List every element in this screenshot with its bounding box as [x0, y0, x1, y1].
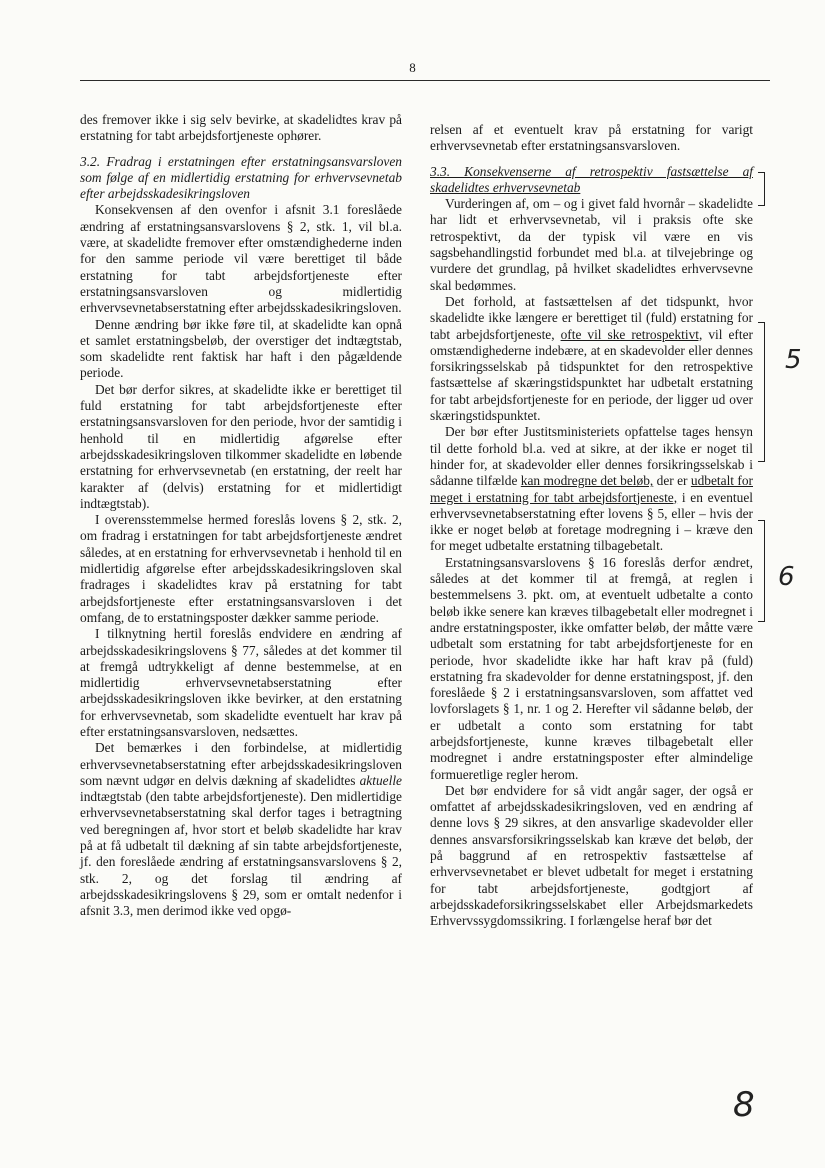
left-paragraph-2: Konsekvensen af den ovenfor i afsnit 3.1 foreslåede ændring af erstatningsansvarslovens § 2, stk. 1, vil bl.a. være, at skadelidte fremover efter omstændighederne inden for den samme periode vil være berettiget til både erstatning for tabt arbejdsfortjeneste efter erstatningsansvarsloven og midlertidig erhvervsevnetabserstatning efter arbejdsskadesikringsloven.	[80, 202, 402, 316]
underlined-phrase-retrospektivt: ofte vil ske retrospektivt,	[560, 326, 703, 342]
right-paragraph-1: relsen af et eventuelt krav på erstatning for varigt erhvervsevnetab efter erstatningsansvarsloven.	[430, 122, 753, 154]
left-paragraph-1: des fremover ikke i sig selv bevirke, at skadelidtes krav på erstatning for tabt arbejdsfortjeneste ophører.	[80, 112, 402, 144]
page-number: 8	[409, 60, 416, 75]
margin-bracket-paragraph-3	[758, 322, 765, 462]
section-heading-3-3: 3.3. Konsekvenserne af retrospektiv fastsættelse af skadelidtes erhvervsevnetab	[430, 163, 753, 195]
left-paragraph-3: Denne ændring bør ikke føre til, at skadelidte kan opnå et samlet erstatningsbeløb, der overstiger det indtægtstab, som skadelidte rent faktisk har haft i den pågældende periode.	[80, 316, 402, 381]
right-paragraph-4: Der bør efter Justitsministeriets opfattelse tages hensyn til dette forhold bl.a. ved at sikre, at der ikke er noget til hinder for, at skadevolder eller dennes forsikringsselskab i sådanne tilfælde kan modregne det beløb, der er udbetalt for meget i erstatning for tabt arbejdsfortjeneste, i en eventuel erhvervsevnetabserstatning efter lovens § 5, eller – hvis der ikke er noget beløb at foretage modregning i – kræve den for meget udbetalte erstatning tilbagebetalt.	[430, 424, 754, 554]
margin-bracket-heading	[758, 172, 765, 206]
section-heading-3-2: 3.2. Fradrag i erstatningen efter erstatningsansvarsloven som følge af en midlertidig erstatning for erhvervsevnetab efter arbejdsskadesikringsloven	[80, 153, 402, 202]
underlined-phrase-modregne: kan modregne det beløb,	[520, 473, 654, 489]
left-paragraph-4: Det bør derfor sikres, at skadelidte ikke er berettiget til fuld erstatning for tabt arbejdsfortjeneste efter erstatningsansvarsloven for den periode, hvor der samtidig i henhold til en midlertidig afgørelse efter arbejdsskadesikringsloven tilkommer skadelidte en løbende erstatning for erhvervsevnetab (en erstatning, der reelt har karakter af (delvis) erstatning for et midlertidigt indtægtstab).	[80, 381, 402, 511]
right-paragraph-3: Det forhold, at fastsættelsen af det tidspunkt, hvor skadelidte ikke længere er berettiget til (fuld) erstatning for tabt arbejdsfortjeneste, ofte vil ske retrospektivt, vil efter omstændighederne indebære, at en skadevolder eller dennes forsikringsselskab på tidspunktet for den retrospektive fastsættelse af skæringstidspunktet har udbetalt erstatning for tabt arbejdsfortjeneste for en periode, der ligger ud over skæringstidspunktet.	[430, 293, 754, 424]
margin-bracket-paragraph-4	[758, 520, 765, 622]
handwritten-mark-5: 5	[785, 345, 802, 375]
right-paragraph-6: Det bør endvidere for så vidt angår sager, der også er omfattet af arbejdsskadesikringsloven, ved en ændring af denne lovs § 29 sikres, at den ansvarlige skadevolder eller dennes ansvarsforsikringsselskab kan kræve det beløb, der på baggrund af en retrospektiv fastsættelse af erhvervsevnetabet er blevet udbetalt for meget i erstatning for tabt arbejdsfortjeneste, godtgjort af arbejdsskadeforsikringsselskabet eller Arbejdsmarkedets Erhvervssygdomssikring. I forlængelse heraf bør det	[430, 782, 753, 929]
right-column	[430, 122, 753, 930]
handwritten-mark-8: 8	[733, 1085, 755, 1125]
right-paragraph-5: Erstatningsansvarslovens § 16 foreslås derfor ændret, således at det kommer til at fremgå, at reglen i bestemmelsens 3. pkt. om, at eventuelt udbetalte a conto beløb ikke senere kan kræves tilbagebetalt eller modregnet i andre erstatningsposter, ikke omfatter beløb, der måtte være udbetalt som erstatning for tabt arbejdsfortjeneste for en periode, hvor skadelidte ikke har haft krav på (fuld) erstatning fra skadevolder for denne erstatningspost, jf. den foreslåede § 2 i erstatningsansvarsloven, som affattet ved lovforslagets § 1, nr. 1 og 2. Herefter vil sådanne beløb, der er udbetalt a conto som erstatning for tabt arbejdsfortjeneste, kunne kræves tilbagebetalt eller modregnet i andre erstatningsposter efter almindelige formueretlige regler herom.	[430, 554, 753, 782]
emphasis-aktuelle: aktuelle	[359, 772, 402, 788]
handwritten-mark-6: 6	[778, 562, 795, 592]
left-paragraph-6: I tilknytning hertil foreslås endvidere en ændring af arbejdsskadesikringslovens § 77, således at det kommer til at fremgå udtrykkeligt af denne bestemmelse, at en midlertidig erhvervsevnetabserstatning efter arbejdsskadesikringsloven ikke bevirker, at den erstatning for erhvervsevnetab, som skadelidte eventuelt har krav på efter erstatningsansvarsloven, nedsættes.	[80, 626, 402, 739]
left-paragraph-5: I overensstemmelse hermed foreslås lovens § 2, stk. 2, om fradrag i erstatningen for tabt arbejdsfortjeneste ændret således, at en erstatning for erhvervsevnetab i henhold til en midlertidig afgørelse efter arbejdsskadesikringsloven skal fradrages i skadelidtes krav på erstatning for tabt arbejdsfortjeneste efter erstatningsansvarsloven i det omfang, de to erstatningsposter dækker samme periode.	[80, 512, 402, 625]
left-paragraph-7: Det bemærkes i den forbindelse, at midlertidig erhvervsevnetabserstatning efter arbejdsskadesikringsloven som nævnt udgør en delvis dækning af skadelidtes aktuelle indtægtstab (den tabte arbejdsfortjeneste). Den midlertidige erhvervsevnetabserstatning skal derfor tages i betragtning ved beregningen af, hvor stort et beløb skadelidte har krav på at få udbetalt til dækning af sin tabte arbejdsfortjeneste, jf. den foreslåede ændring af erstatningsansvarslovens § 2, stk. 2, og det forslag til ændring af arbejdsskadesikringslovens § 29, som er omtalt nedenfor i afsnit 3.3, men derimod ikke ved opgø-	[80, 740, 402, 919]
right-paragraph-2: Vurderingen af, om – og i givet fald hvornår – skadelidte har lidt et erhvervsevnetab, vil i praksis ofte ske retrospektivt, da der typisk vil være en vis sagsbehandlingstid forbundet med bl.a. at tilvejebringe og vurdere det grundlag, på hvilket skadelidtes erhvervsevne skal bedømmes.	[430, 196, 753, 293]
header-rule	[80, 80, 770, 81]
left-column	[80, 112, 402, 920]
underlined-phrase-udbetalt: udbetalt for meget i erstatning for tabt arbejdsfortjeneste,	[430, 473, 753, 505]
